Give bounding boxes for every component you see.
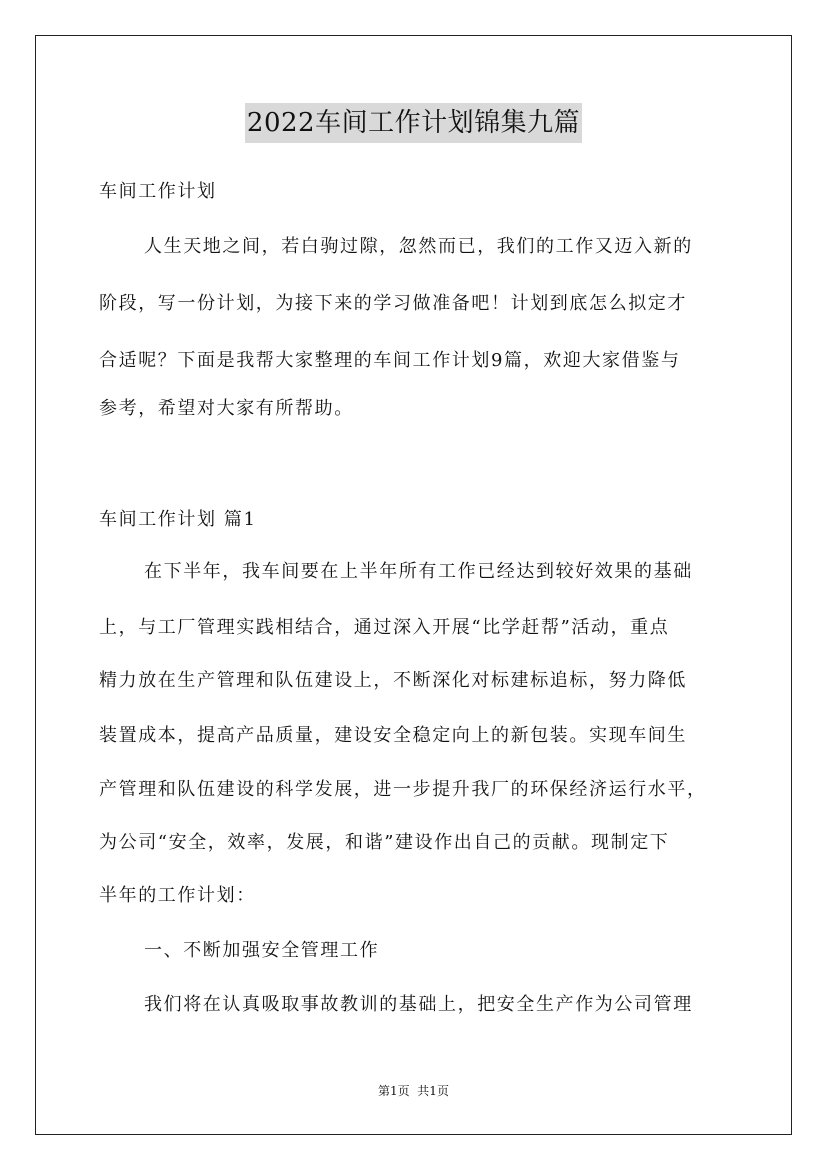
intro-line-2: 阶段，写一份计划，为接下来的学习做准备吧！计划到底怎么拟定才 [99, 293, 687, 314]
section-line-4: 装置成本，提高产品质量，建设安全稳定向上的新包装。实现车间生 [99, 725, 687, 746]
last-line: 我们将在认真吸取事故教训的基础上，把安全生产作为公司管理 [144, 994, 693, 1015]
document-title: 2022车间工作计划锦集九篇 [245, 103, 582, 143]
page-number: 第1页 共1页 [378, 1084, 449, 1098]
section-line-5: 产管理和队伍建设的科学发展，进一步提升我厂的环保经济运行水平， [99, 779, 707, 800]
intro-line-3: 合适呢？下面是我帮大家整理的车间工作计划9篇，欢迎大家借鉴与 [99, 350, 681, 371]
section-line-6: 为公司“安全，效率，发展，和谐”建设作出自己的贡献。现制定下 [99, 832, 670, 853]
section-line-2: 上，与工厂管理实践相结合，通过深入开展“比学赶帮”活动，重点 [99, 617, 670, 638]
section-heading: 车间工作计划 篇1 [99, 509, 257, 530]
section-line-7: 半年的工作计划： [99, 885, 256, 906]
subheading: 一、不断加强安全管理工作 [144, 940, 380, 961]
intro-heading: 车间工作计划 [99, 181, 217, 202]
intro-line-4: 参考，希望对大家有所帮助。 [99, 398, 354, 419]
document-title-wrapper [0, 103, 827, 143]
section-line-1: 在下半年，我车间要在上半年所有工作已经达到较好效果的基础 [144, 561, 693, 582]
section-line-3: 精力放在生产管理和队伍建设上，不断深化对标建标追标，努力降低 [99, 670, 687, 691]
intro-line-1: 人生天地之间，若白驹过隙，忽然而已，我们的工作又迈入新的 [144, 236, 693, 257]
